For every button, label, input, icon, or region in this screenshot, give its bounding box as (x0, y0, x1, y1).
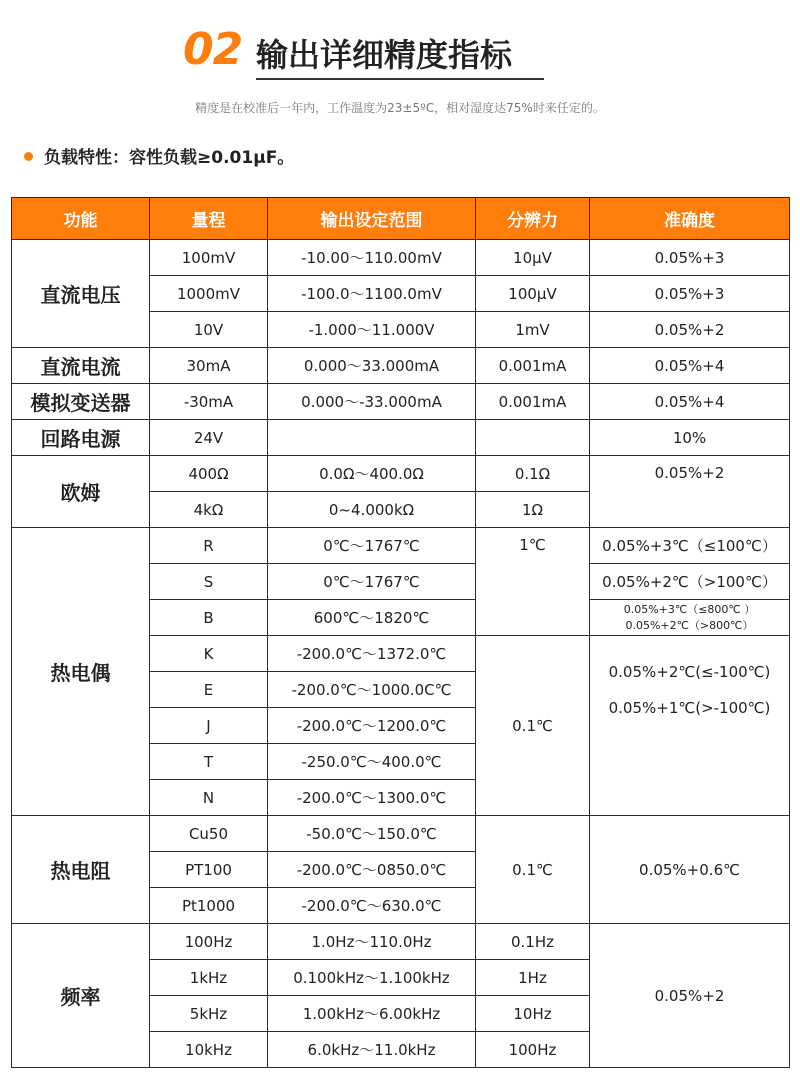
setting-cell: -100.0～1100.0mV (268, 276, 476, 312)
setting-cell: -200.0℃～0850.0℃ (268, 852, 476, 888)
setting-cell: 1.0Hz～110.0Hz (268, 924, 476, 960)
table-row (12, 240, 790, 276)
range-cell: T (150, 744, 268, 780)
range-cell: J (150, 708, 268, 744)
section-number: 02 (183, 24, 243, 75)
range-cell: 400Ω (150, 456, 268, 492)
resolution-cell: 100μV (476, 276, 590, 312)
range-cell: E (150, 672, 268, 708)
title-underline (256, 78, 544, 80)
accuracy-cell (590, 636, 790, 816)
table-row (12, 384, 790, 420)
bullet-dot-icon (24, 152, 33, 161)
range-cell: 10kHz (150, 1032, 268, 1068)
resolution-cell: 0.001mA (476, 348, 590, 384)
range-cell: 5kHz (150, 996, 268, 1032)
accuracy-cell: 0.05%+2 (590, 924, 790, 1068)
setting-cell: 0℃～1767℃ (268, 528, 476, 564)
resolution-cell (476, 420, 590, 456)
range-cell: K (150, 636, 268, 672)
accuracy-cell: 10% (590, 420, 790, 456)
category-ohm: 欧姆 (12, 456, 150, 528)
category-dc-current: 直流电流 (12, 348, 150, 384)
category-dc-voltage: 直流电压 (12, 240, 150, 348)
accuracy-line2: 0.05%+1℃(>-100℃) (608, 698, 771, 717)
range-cell: Cu50 (150, 816, 268, 852)
accuracy-cell: 0.05%+0.6℃ (590, 816, 790, 924)
range-cell: 24V (150, 420, 268, 456)
setting-cell: 0.100kHz～1.100kHz (268, 960, 476, 996)
accuracy-cell: 0.05%+3℃（≤100℃） (590, 528, 790, 564)
accuracy-cell: 0.05%+2℃（>100℃） (590, 564, 790, 600)
accuracy-b-line2: 0.05%+2℃（>800℃） (625, 618, 754, 632)
table-row (12, 924, 790, 960)
resolution-cell: 0.1Ω (476, 456, 590, 492)
header-function: 功能 (12, 198, 150, 240)
setting-cell: -10.00～110.00mV (268, 240, 476, 276)
accuracy-line1: 0.05%+2℃(≤-100℃) (608, 662, 771, 681)
category-frequency: 频率 (12, 924, 150, 1068)
setting-cell: 0.0Ω～400.0Ω (268, 456, 476, 492)
setting-cell: -200.0℃～1200.0℃ (268, 708, 476, 744)
load-characteristic: 负载特性：容性负载≥0.01μF。 (44, 148, 295, 168)
table-row (12, 816, 790, 852)
accuracy-note: 精度是在校准后一年内，工作温度为23±5ºC，相对湿度达75%时来任定的。 (195, 101, 605, 115)
table-row (12, 420, 790, 456)
range-cell: Pt1000 (150, 888, 268, 924)
range-cell: 10V (150, 312, 268, 348)
table-header-row (12, 198, 790, 240)
setting-cell: -200.0℃～1372.0℃ (268, 636, 476, 672)
setting-cell: -50.0℃～150.0℃ (268, 816, 476, 852)
resolution-cell (476, 636, 590, 816)
setting-cell (268, 420, 476, 456)
setting-cell: -250.0℃～400.0℃ (268, 744, 476, 780)
resolution-cell: 0.1Hz (476, 924, 590, 960)
range-cell: S (150, 564, 268, 600)
table-row (12, 348, 790, 384)
accuracy-cell: 0.05%+4 (590, 348, 790, 384)
accuracy-cell: 0.05%+2 (590, 456, 790, 528)
accuracy-cell: 0.05%+4 (590, 384, 790, 420)
resolution-cell: 1mV (476, 312, 590, 348)
section-title: 输出详细精度指标 (256, 36, 513, 74)
resolution-cell: 1℃ (476, 528, 590, 636)
accuracy-b-line1: 0.05%+3℃（≤800℃ ） (623, 602, 756, 616)
range-cell: N (150, 780, 268, 816)
range-cell: 4kΩ (150, 492, 268, 528)
setting-cell: 6.0kHz～11.0kHz (268, 1032, 476, 1068)
header-accuracy: 准确度 (590, 198, 790, 240)
resolution-cell: 1Hz (476, 960, 590, 996)
header-resolution: 分辨力 (476, 198, 590, 240)
table-row (12, 528, 790, 564)
accuracy-cell: 0.05%+3 (590, 240, 790, 276)
resolution-cell: 100Hz (476, 1032, 590, 1068)
accuracy-cell: 0.05%+3 (590, 276, 790, 312)
setting-cell: 0.000～33.000mA (268, 348, 476, 384)
resolution-cell: 0.1℃ (476, 816, 590, 924)
range-cell: PT100 (150, 852, 268, 888)
setting-cell: -200.0℃～630.0℃ (268, 888, 476, 924)
accuracy-cell: 0.05%+2 (590, 312, 790, 348)
setting-cell: 0~4.000kΩ (268, 492, 476, 528)
setting-cell: -1.000～11.000V (268, 312, 476, 348)
setting-cell: 0℃～1767℃ (268, 564, 476, 600)
range-cell: -30mA (150, 384, 268, 420)
range-cell: 1kHz (150, 960, 268, 996)
resolution-value: 0.1℃ (512, 716, 553, 735)
resolution-cell: 10Hz (476, 996, 590, 1032)
table-row (12, 456, 790, 492)
setting-cell: 1.00kHz～6.00kHz (268, 996, 476, 1032)
setting-cell: -200.0℃～1000.0C℃ (268, 672, 476, 708)
range-cell: 100mV (150, 240, 268, 276)
setting-cell: -200.0℃～1300.0℃ (268, 780, 476, 816)
resolution-cell: 0.001mA (476, 384, 590, 420)
category-loop-power: 回路电源 (12, 420, 150, 456)
setting-cell: 0.000～-33.000mA (268, 384, 476, 420)
accuracy-spec-table (11, 197, 790, 1068)
category-rtd: 热电阻 (12, 816, 150, 924)
category-thermocouple: 热电偶 (12, 528, 150, 816)
category-sim-transmitter: 模拟变送器 (12, 384, 150, 420)
setting-cell: 600℃～1820℃ (268, 600, 476, 636)
accuracy-cell (590, 600, 790, 636)
header-setting-range: 输出设定范围 (268, 198, 476, 240)
range-cell: 1000mV (150, 276, 268, 312)
resolution-cell: 10μV (476, 240, 590, 276)
header-range: 量程 (150, 198, 268, 240)
range-cell: B (150, 600, 268, 636)
resolution-cell: 1Ω (476, 492, 590, 528)
range-cell: 100Hz (150, 924, 268, 960)
range-cell: 30mA (150, 348, 268, 384)
range-cell: R (150, 528, 268, 564)
section-header (0, 22, 800, 82)
